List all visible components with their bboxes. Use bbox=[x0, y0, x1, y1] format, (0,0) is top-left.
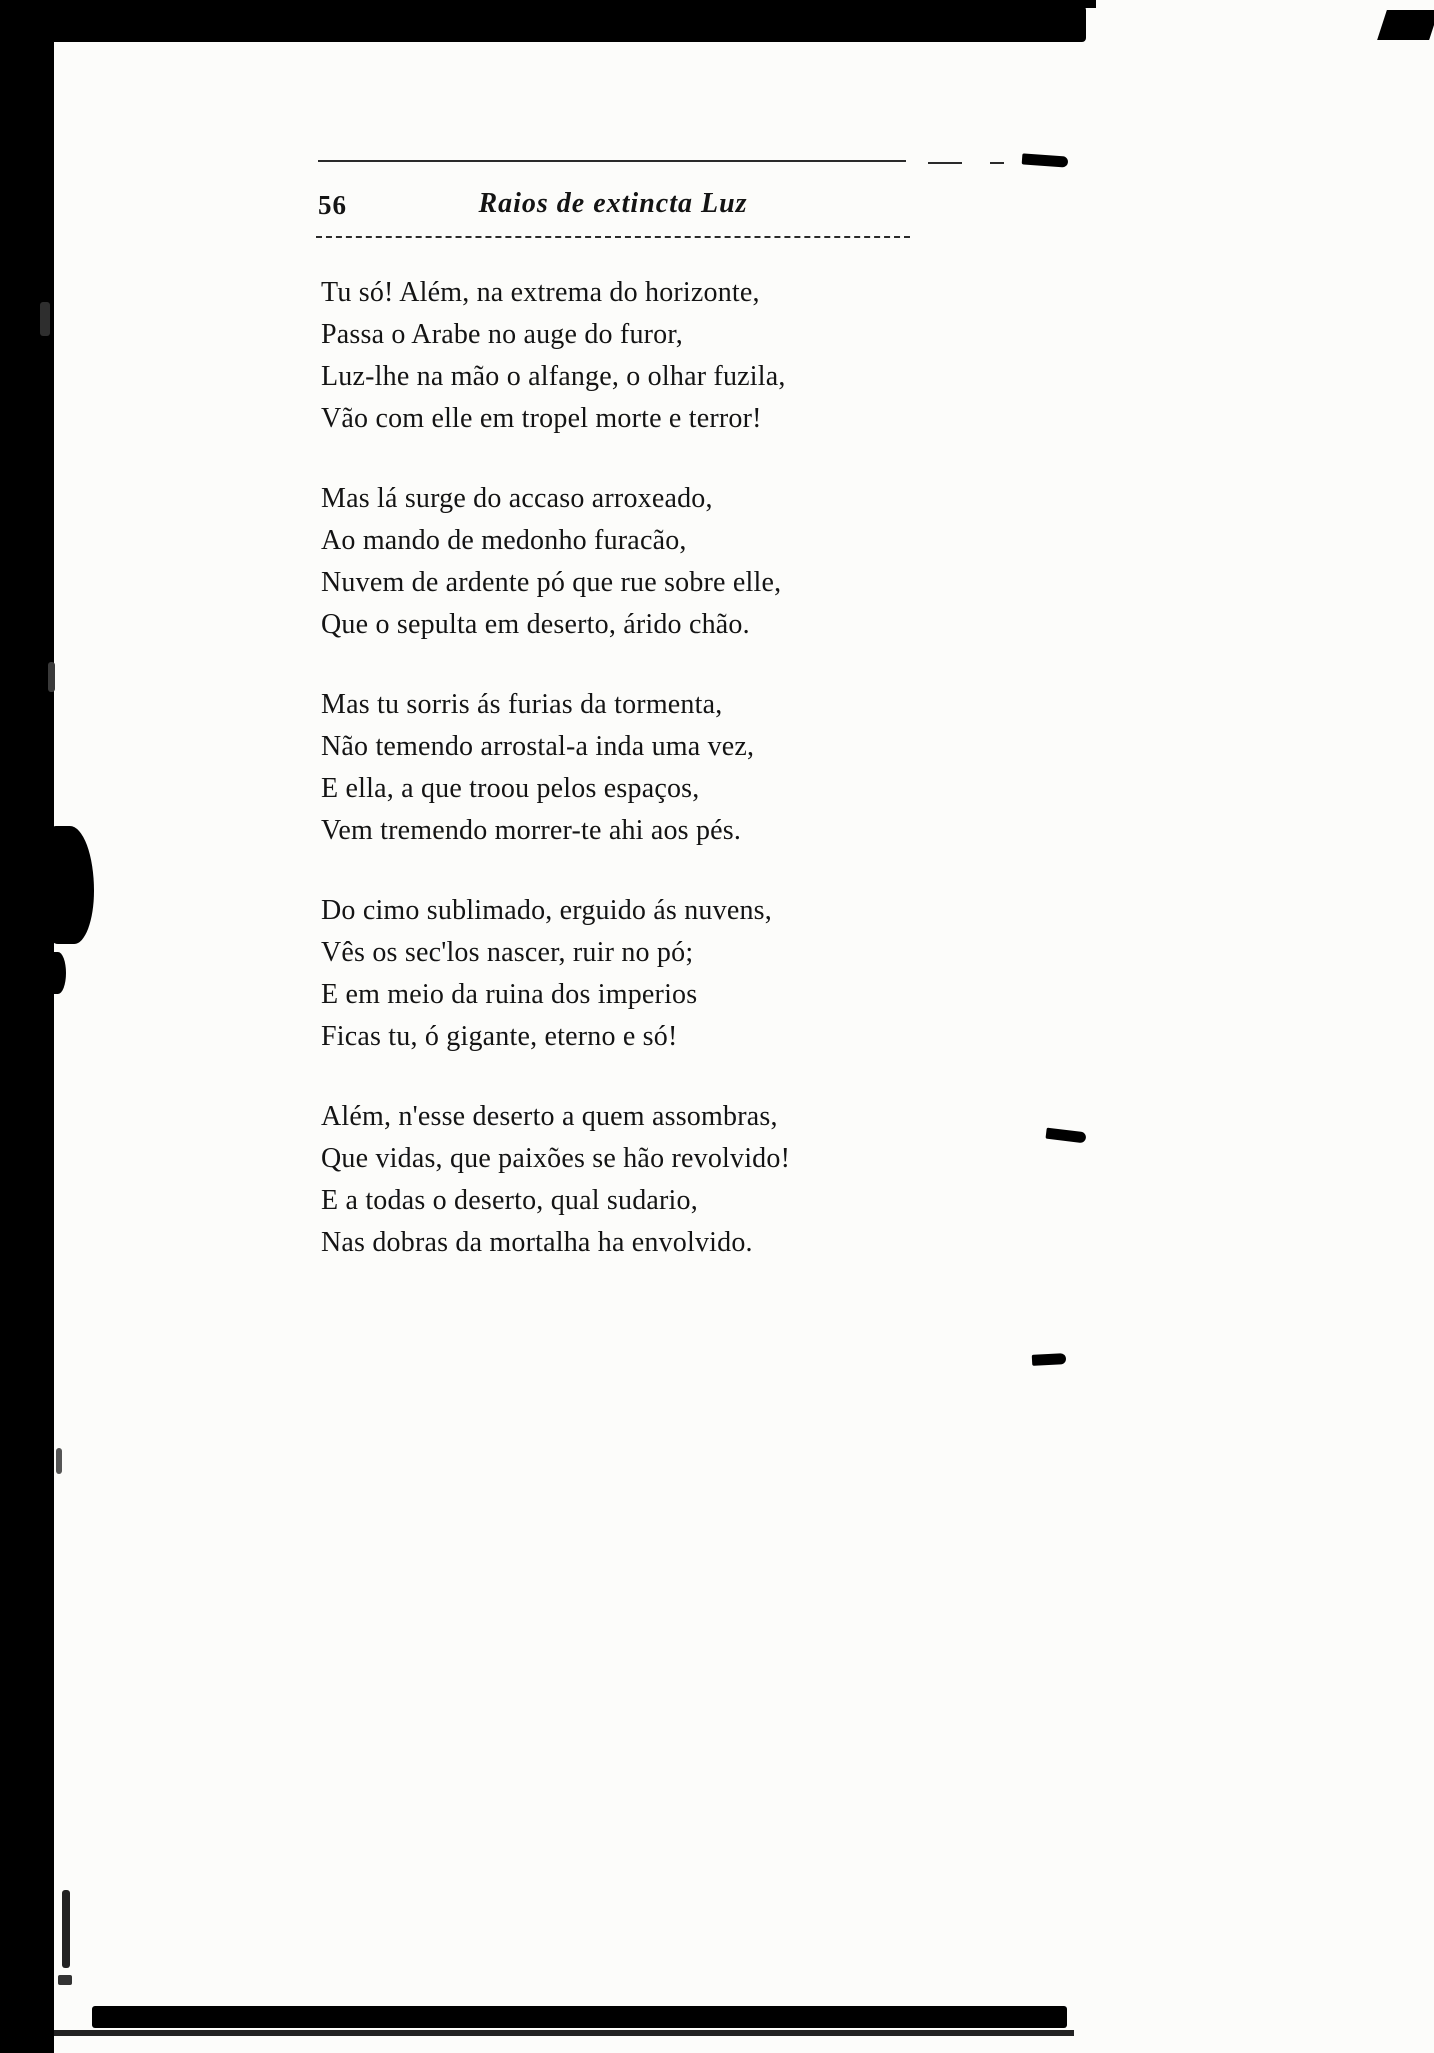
scan-mark-arrow bbox=[1032, 1353, 1067, 1366]
scan-edge-corner bbox=[1377, 10, 1434, 40]
scan-mark bbox=[56, 1448, 62, 1474]
page-header bbox=[318, 188, 908, 228]
poem-line: Do cimo sublimado, erguido ás nuvens, bbox=[321, 895, 772, 926]
poem-line: E a todas o deserto, qual sudario, bbox=[321, 1185, 698, 1216]
poem bbox=[321, 272, 1081, 1302]
scan-mark-arrow bbox=[1022, 153, 1069, 167]
page-number: 56 bbox=[318, 190, 347, 220]
poem-line: Nuvem de ardente pó que rue sobre elle, bbox=[321, 567, 782, 598]
stanza-2 bbox=[321, 478, 1081, 646]
poem-line: E em meio da ruina dos imperios bbox=[321, 979, 698, 1010]
poem-line: Vem tremendo morrer-te ahi aos pés. bbox=[321, 815, 742, 846]
poem-line: Passa o Arabe no auge do furor, bbox=[321, 319, 683, 350]
stanza-4 bbox=[321, 890, 1081, 1058]
scan-mark bbox=[48, 662, 55, 692]
poem-line: E ella, a que troou pelos espaços, bbox=[321, 773, 700, 804]
poem-line: Mas lá surge do accaso arroxeado, bbox=[321, 483, 713, 514]
poem-line: Não temendo arrostal-a inda uma vez, bbox=[321, 731, 755, 762]
scan-edge-bottom bbox=[92, 2006, 1067, 2028]
scan-ink-blob bbox=[50, 826, 94, 944]
poem-line: Tu só! Além, na extrema do horizonte, bbox=[321, 277, 760, 308]
scan-edge-top bbox=[6, 6, 1086, 42]
poem-line: Mas tu sorris ás furias da tormenta, bbox=[321, 689, 723, 720]
scan-mark bbox=[58, 1975, 72, 1985]
stanza-3 bbox=[321, 684, 1081, 852]
poem-line: Vão com elle em tropel morte e terror! bbox=[321, 403, 762, 434]
poem-line: Ficas tu, ó gigante, eterno e só! bbox=[321, 1021, 678, 1052]
scan-mark bbox=[40, 302, 50, 336]
poem-line: Ao mando de medonho furacão, bbox=[321, 525, 687, 556]
header-rule-top bbox=[318, 160, 906, 162]
poem-line: Nas dobras da mortalha ha envolvido. bbox=[321, 1227, 753, 1258]
poem-line: Além, n'esse deserto a quem assombras, bbox=[321, 1101, 778, 1132]
poem-line: Vês os sec'los nascer, ruir no pó; bbox=[321, 937, 694, 968]
scan-mark bbox=[62, 1890, 70, 1968]
header-rule-top-dash bbox=[928, 162, 962, 164]
stanza-1 bbox=[321, 272, 1081, 440]
poem-line: Luz-lhe na mão o alfange, o olhar fuzila, bbox=[321, 361, 786, 392]
poem-line: Que o sepulta em deserto, árido chão. bbox=[321, 609, 750, 640]
scan-ink-blob bbox=[50, 952, 66, 994]
stanza-5 bbox=[321, 1096, 1081, 1264]
scan-edge-bottom-thin bbox=[54, 2030, 1074, 2036]
header-rule-bottom bbox=[316, 236, 910, 238]
running-title: Raios de extincta Luz bbox=[478, 188, 748, 219]
poem-line: Que vidas, que paixões se hão revolvido! bbox=[321, 1143, 791, 1174]
header-rule-top-dash bbox=[990, 162, 1004, 164]
